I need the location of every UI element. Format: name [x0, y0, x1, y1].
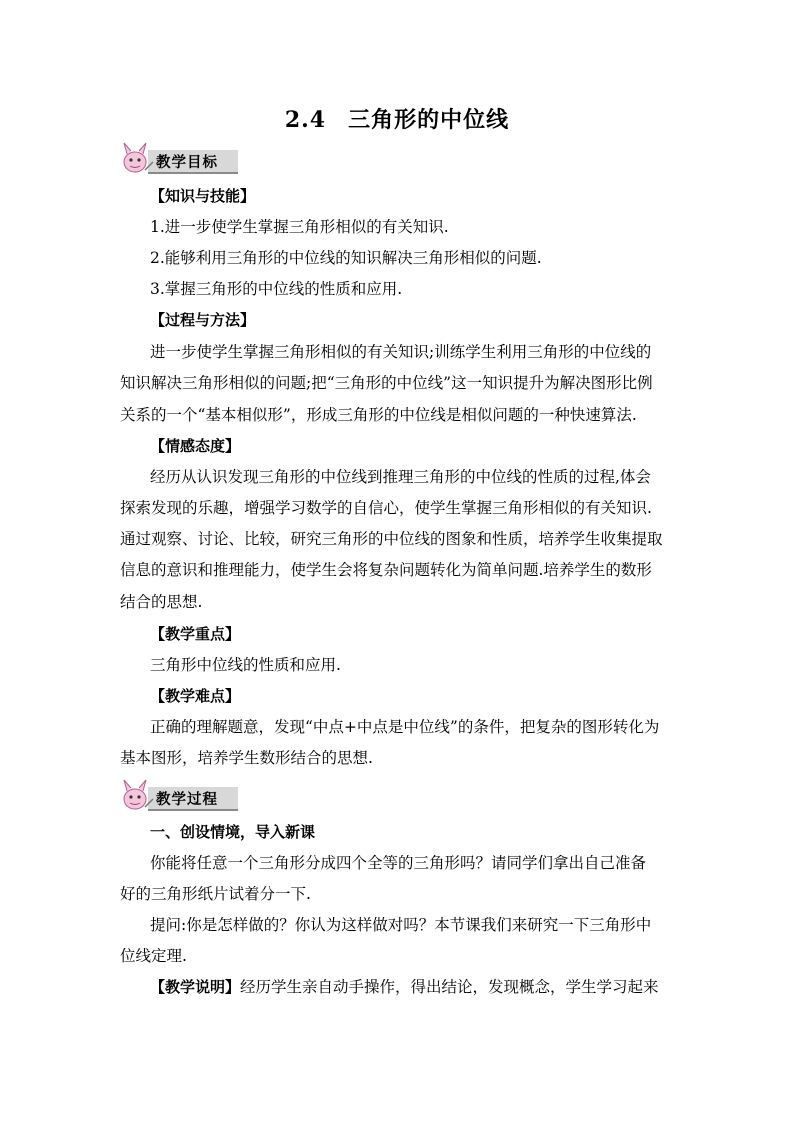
knowledge-item-3: 3.掌握三角形的中位线的性质和应用. [150, 280, 403, 298]
page-title [0, 103, 794, 134]
process-method-line-1: 进一步使学生掌握三角形相似的有关知识;训练学生利用三角形的中位线的 [150, 343, 652, 361]
difficult-point-heading: 【教学难点】 [150, 687, 241, 705]
process-method-line-3: 关系的一个“基本相似形”，形成三角形的中位线是相似问题的一种快速算法. [120, 406, 637, 424]
teaching-note-label: 【教学说明】 [150, 978, 241, 996]
emotion-heading: 【情感态度】 [150, 437, 241, 455]
process-method-line-2: 知识解决三角形相似的问题;把“三角形的中位线”这一知识提升为解决图形比例 [120, 374, 653, 392]
question-line-1: 提问:你是怎样做的？你认为这样做对吗？本节课我们来研究一下三角形中 [150, 916, 652, 934]
teaching-note [150, 977, 680, 997]
title-text: 三角形的中位线 [348, 107, 510, 133]
question-line-2: 位线定理. [120, 947, 187, 965]
emotion-line-3: 通过观察、讨论、比较，研究三角形的中位线的图象和性质，培养学生收集提取 [120, 530, 663, 548]
cartoon-mascot-icon [118, 777, 158, 813]
knowledge-item-2: 2.能够利用三角形的中位线的知识解决三角形相似的问题. [150, 249, 542, 267]
emotion-line-2: 探索发现的乐趣，增强学习数学的自信心，使学生掌握三角形相似的有关知识. [120, 499, 652, 517]
knowledge-item-1: 1.进一步使学生掌握三角形相似的有关知识. [150, 218, 449, 236]
key-point-text: 三角形中位线的性质和应用. [150, 656, 341, 674]
difficult-line-2: 基本图形，培养学生数形结合的思想. [120, 749, 373, 767]
difficult-line-1: 正确的理解题意，发现“中点+中点是中位线”的条件，把复杂的图形转化为 [150, 718, 660, 736]
knowledge-heading: 【知识与技能】 [150, 187, 256, 205]
cartoon-mascot-icon [118, 140, 158, 176]
teaching-process-banner [118, 777, 240, 813]
banner-label: 教学过程 [156, 792, 218, 808]
teaching-note-text: 经历学生亲自动手操作，得出结论，发现概念，学生学习起来 [240, 978, 659, 996]
emotion-line-1: 经历从认识发现三角形的中位线到推理三角形的中位线的性质的过程,体会 [150, 468, 651, 486]
emotion-line-5: 结合的思想. [120, 593, 203, 611]
intro-line-2: 好的三角形纸片试着分一下. [120, 885, 311, 903]
section-number: 2.4 [284, 107, 327, 133]
process-method-heading: 【过程与方法】 [150, 311, 256, 329]
key-point-heading: 【教学重点】 [150, 625, 241, 643]
intro-line-1: 你能将任意一个三角形分成四个全等的三角形吗？请同学们拿出自己准备 [150, 854, 647, 872]
section-one-heading: 一、创设情境，导入新课 [150, 823, 316, 841]
emotion-line-4: 信息的意识和推理能力，使学生会将复杂问题转化为简单问题.培养学生的数形 [120, 561, 652, 579]
teaching-objectives-banner [118, 140, 240, 176]
banner-label: 教学目标 [156, 155, 218, 171]
